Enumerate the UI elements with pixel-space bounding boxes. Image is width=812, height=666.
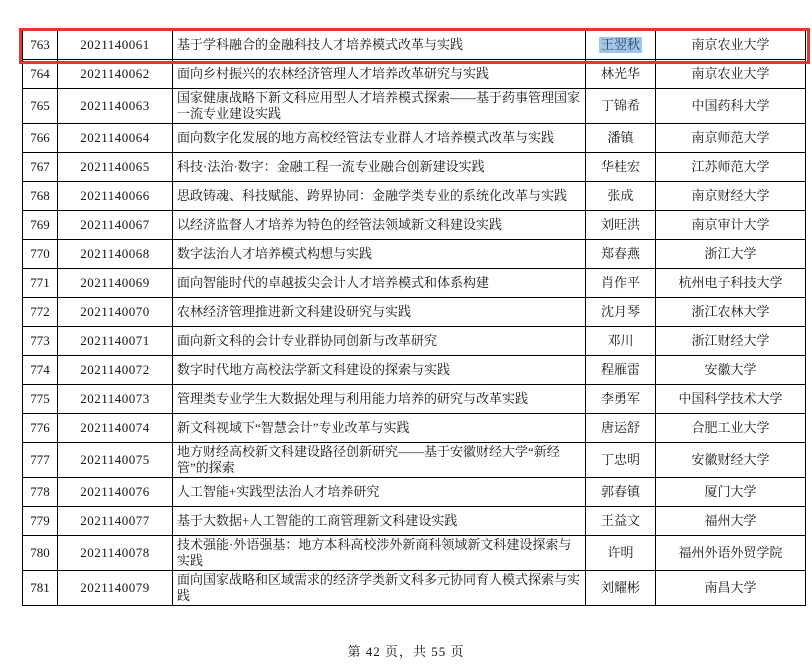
leader-name-cell: 华桂宏 <box>586 153 656 182</box>
row-number-cell: 763 <box>23 31 58 60</box>
university-cell: 南京审计大学 <box>656 211 806 240</box>
project-title-cell: 基于学科融合的金融科技人才培养模式改革与实践 <box>173 31 586 60</box>
project-title-cell: 面向新文科的会计专业群协同创新与改革研究 <box>173 327 586 356</box>
project-id-cell: 2021140063 <box>58 89 173 124</box>
project-title-cell: 国家健康战略下新文科应用型人才培养模式探索——基于药事管理国家一流专业建设实践 <box>173 89 586 124</box>
table-row <box>23 31 806 60</box>
leader-name-cell: 张成 <box>586 182 656 211</box>
project-title-cell: 地方财经高校新文科建设路径创新研究——基于安徽财经大学“新经管”的探索 <box>173 443 586 478</box>
row-number-cell: 778 <box>23 478 58 507</box>
project-title-cell: 科技·法治·数字：金融工程一流专业融合创新建设实践 <box>173 153 586 182</box>
leader-name-cell: 刘耀彬 <box>586 571 656 606</box>
selected-text[interactable]: 王翌秋 <box>600 37 640 52</box>
table-row <box>23 385 806 414</box>
project-title-cell: 管理类专业学生大数据处理与利用能力培养的研究与改革实践 <box>173 385 586 414</box>
row-number-cell: 774 <box>23 356 58 385</box>
project-title-cell: 人工智能+实践型法治人才培养研究 <box>173 478 586 507</box>
leader-name-cell: 丁忠明 <box>586 443 656 478</box>
leader-name-cell: 丁锦希 <box>586 89 656 124</box>
university-cell: 福州外语外贸学院 <box>656 536 806 571</box>
project-id-cell: 2021140076 <box>58 478 173 507</box>
university-cell: 安徽财经大学 <box>656 443 806 478</box>
leader-name-cell: 李勇军 <box>586 385 656 414</box>
project-id-cell: 2021140071 <box>58 327 173 356</box>
table-row <box>23 356 806 385</box>
leader-name-cell: 沈月琴 <box>586 298 656 327</box>
university-cell: 南京师范大学 <box>656 124 806 153</box>
row-number-cell: 768 <box>23 182 58 211</box>
table-row <box>23 124 806 153</box>
project-title-cell: 基于大数据+人工智能的工商管理新文科建设实践 <box>173 507 586 536</box>
leader-name-cell: 林光华 <box>586 60 656 89</box>
project-id-cell: 2021140073 <box>58 385 173 414</box>
leader-name-cell: 郭春镇 <box>586 478 656 507</box>
row-number-cell: 780 <box>23 536 58 571</box>
project-title-cell: 面向智能时代的卓越拔尖会计人才培养模式和体系构建 <box>173 269 586 298</box>
leader-name-cell: 许明 <box>586 536 656 571</box>
project-title-cell: 面向数字化发展的地方高校经管法专业群人才培养模式改革与实践 <box>173 124 586 153</box>
project-id-cell: 2021140066 <box>58 182 173 211</box>
table-row <box>23 478 806 507</box>
project-title-cell: 面向国家战略和区域需求的经济学类新文科多元协同育人模式探索与实践 <box>173 571 586 606</box>
project-title-cell: 面向乡村振兴的农林经济管理人才培养改革研究与实践 <box>173 60 586 89</box>
university-cell: 江苏师范大学 <box>656 153 806 182</box>
table-row <box>23 571 806 606</box>
project-id-cell: 2021140075 <box>58 443 173 478</box>
leader-name-cell: 刘旺洪 <box>586 211 656 240</box>
table-row <box>23 536 806 571</box>
university-cell: 杭州电子科技大学 <box>656 269 806 298</box>
row-number-cell: 771 <box>23 269 58 298</box>
leader-name-cell: 潘镇 <box>586 124 656 153</box>
university-cell: 安徽大学 <box>656 356 806 385</box>
project-title-cell: 数字法治人才培养模式构想与实践 <box>173 240 586 269</box>
university-cell: 浙江大学 <box>656 240 806 269</box>
project-title-cell: 思政铸魂、科技赋能、跨界协同：金融学类专业的系统化改革与实践 <box>173 182 586 211</box>
project-title-cell: 技术强能·外语强基：地方本科高校涉外新商科领域新文科建设探索与实践 <box>173 536 586 571</box>
projects-table <box>22 30 806 606</box>
leader-name-cell: 邓川 <box>586 327 656 356</box>
row-number-cell: 764 <box>23 60 58 89</box>
row-number-cell: 767 <box>23 153 58 182</box>
row-number-cell: 773 <box>23 327 58 356</box>
project-id-cell: 2021140061 <box>58 31 173 60</box>
project-title-cell: 数字时代地方高校法学新文科建设的探索与实践 <box>173 356 586 385</box>
project-id-cell: 2021140065 <box>58 153 173 182</box>
row-number-cell: 779 <box>23 507 58 536</box>
project-id-cell: 2021140078 <box>58 536 173 571</box>
university-cell: 中国科学技术大学 <box>656 385 806 414</box>
project-id-cell: 2021140068 <box>58 240 173 269</box>
table-row <box>23 60 806 89</box>
table-row <box>23 153 806 182</box>
project-id-cell: 2021140062 <box>58 60 173 89</box>
leader-name-cell: 王益文 <box>586 507 656 536</box>
row-number-cell: 769 <box>23 211 58 240</box>
row-number-cell: 770 <box>23 240 58 269</box>
university-cell: 南京农业大学 <box>656 31 806 60</box>
leader-name-cell <box>586 31 656 60</box>
table-row <box>23 298 806 327</box>
university-cell: 福州大学 <box>656 507 806 536</box>
university-cell: 厦门大学 <box>656 478 806 507</box>
table-row <box>23 443 806 478</box>
project-id-cell: 2021140067 <box>58 211 173 240</box>
page-number: 第 42 页，共 55 页 <box>347 644 465 659</box>
university-cell: 合肥工业大学 <box>656 414 806 443</box>
row-number-cell: 776 <box>23 414 58 443</box>
row-number-cell: 781 <box>23 571 58 606</box>
row-number-cell: 765 <box>23 89 58 124</box>
university-cell: 浙江财经大学 <box>656 327 806 356</box>
project-id-cell: 2021140070 <box>58 298 173 327</box>
university-cell: 南昌大学 <box>656 571 806 606</box>
project-id-cell: 2021140077 <box>58 507 173 536</box>
table-row <box>23 211 806 240</box>
table-row <box>23 327 806 356</box>
leader-name-cell: 郑春燕 <box>586 240 656 269</box>
leader-name-cell: 肖作平 <box>586 269 656 298</box>
table-row <box>23 414 806 443</box>
row-number-cell: 777 <box>23 443 58 478</box>
row-number-cell: 766 <box>23 124 58 153</box>
university-cell: 浙江农林大学 <box>656 298 806 327</box>
project-id-cell: 2021140079 <box>58 571 173 606</box>
project-title-cell: 以经济监督人才培养为特色的经管法领域新文科建设实践 <box>173 211 586 240</box>
university-cell: 南京农业大学 <box>656 60 806 89</box>
table-row <box>23 89 806 124</box>
table-row <box>23 507 806 536</box>
row-number-cell: 775 <box>23 385 58 414</box>
table-row <box>23 240 806 269</box>
project-id-cell: 2021140072 <box>58 356 173 385</box>
university-cell: 中国药科大学 <box>656 89 806 124</box>
university-cell: 南京财经大学 <box>656 182 806 211</box>
table-row <box>23 269 806 298</box>
leader-name-cell: 唐运舒 <box>586 414 656 443</box>
project-id-cell: 2021140064 <box>58 124 173 153</box>
table-row <box>23 182 806 211</box>
project-id-cell: 2021140074 <box>58 414 173 443</box>
leader-name-cell: 程雁雷 <box>586 356 656 385</box>
project-title-cell: 农林经济管理推进新文科建设研究与实践 <box>173 298 586 327</box>
project-id-cell: 2021140069 <box>58 269 173 298</box>
project-title-cell: 新文科视域下“智慧会计”专业改革与实践 <box>173 414 586 443</box>
row-number-cell: 772 <box>23 298 58 327</box>
